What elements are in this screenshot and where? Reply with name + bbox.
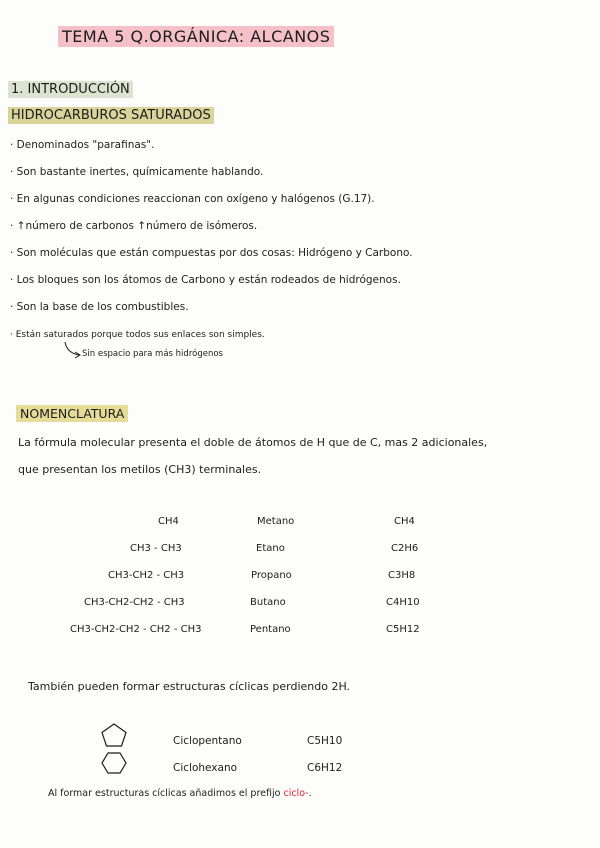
curved-arrow-icon (62, 340, 84, 362)
bullet-item: · Los bloques son los átomos de Carbono y están rodeados de hidrógenos. (10, 274, 401, 286)
bullet-item: · ↑número de carbonos ↑número de isómeros. (10, 220, 258, 232)
cyclic-intro: También pueden formar estructuras cíclicas perdiendo 2H. (28, 680, 351, 693)
alkane-structure: CH4 (158, 516, 179, 527)
alkane-formula: C3H8 (388, 570, 416, 581)
page-title: TEMA 5 Q.ORGÁNICA: ALCANOS (58, 26, 334, 47)
alkane-structure: CH3-CH2-CH2 - CH2 - CH3 (70, 624, 202, 635)
prefix-highlight: ciclo- (283, 788, 309, 799)
alkane-name: Butano (250, 597, 286, 608)
bullet-item: · Son bastante inertes, químicamente hablando. (10, 166, 264, 178)
cyclic-formula: C6H12 (307, 762, 343, 774)
alkane-formula: C4H10 (386, 597, 420, 608)
final-note-text: Al formar estructuras cíclicas añadimos el prefijo (48, 788, 281, 799)
paragraph-line: que presentan los metilos (CH3) terminales. (18, 463, 262, 476)
alkane-structure: CH3-CH2 - CH3 (108, 570, 185, 581)
alkane-formula: C2H6 (391, 543, 419, 554)
alkane-name: Propano (251, 570, 292, 581)
alkane-structure: CH3-CH2-CH2 - CH3 (84, 597, 185, 608)
paragraph-line: La fórmula molecular presenta el doble de átomos de H que de C, mas 2 adicionales, (18, 436, 488, 449)
cyclic-formula: C5H10 (307, 735, 343, 747)
pentagon-icon (100, 722, 128, 748)
bullet-item: · Son moléculas que están compuestas por dos cosas: Hidrógeno y Carbono. (10, 247, 413, 259)
bullet-note: Sin espacio para más hidrógenos (82, 349, 223, 359)
bullet-item: · Denominados "parafinas". (10, 139, 155, 151)
alkane-name: Metano (257, 516, 295, 527)
alkane-name: Pentano (250, 624, 291, 635)
section-heading-introduccion: 1. INTRODUCCIÓN (8, 81, 133, 98)
alkane-name: Etano (256, 543, 285, 554)
cyclic-name: Ciclopentano (173, 735, 242, 747)
alkane-formula: C5H12 (386, 624, 420, 635)
alkane-structure: CH3 - CH3 (130, 543, 182, 554)
section-subheading-hidrocarburos: HIDROCARBUROS SATURADOS (8, 107, 214, 124)
final-note-end: . (308, 788, 312, 799)
section-heading-nomenclatura: NOMENCLATURA (16, 405, 128, 422)
hexagon-icon (100, 750, 128, 776)
alkane-formula: CH4 (394, 516, 415, 527)
bullet-item: · Son la base de los combustibles. (10, 301, 189, 313)
cyclic-name: Ciclohexano (173, 762, 238, 774)
bullet-item: · Están saturados porque todos sus enlaces son simples. (10, 330, 265, 340)
bullet-item: · En algunas condiciones reaccionan con oxígeno y halógenos (G.17). (10, 193, 375, 205)
final-note (48, 788, 312, 799)
